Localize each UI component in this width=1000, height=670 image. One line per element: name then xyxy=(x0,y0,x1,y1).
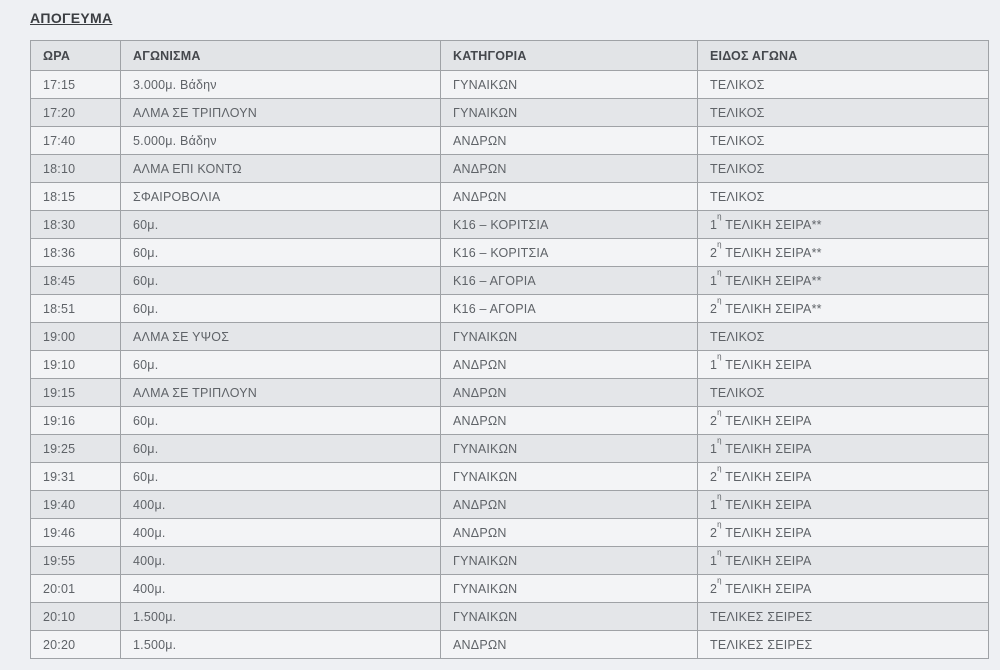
cell-time: 19:00 xyxy=(31,323,121,351)
cell-event: ΣΦΑΙΡΟΒΟΛΙΑ xyxy=(121,183,441,211)
ordinal-superscript: η xyxy=(717,268,722,278)
cell-time: 18:51 xyxy=(31,295,121,323)
cell-event: 400μ. xyxy=(121,519,441,547)
cell-race-type: $2^\eta$ ΤΕΛΙΚΗ ΣΕΙΡΑ xyxy=(698,463,989,491)
cell-race-type: $1^\eta$ ΤΕΛΙΚΗ ΣΕΙΡΑ xyxy=(698,547,989,575)
cell-event: 60μ. xyxy=(121,463,441,491)
cell-time: 20:10 xyxy=(31,603,121,631)
header-time: ΩΡΑ xyxy=(31,41,121,71)
cell-race-type: ΤΕΛΙΚΕΣ ΣΕΙΡΕΣ xyxy=(698,603,989,631)
cell-category: ΑΝΔΡΩΝ xyxy=(441,379,698,407)
cell-time: 20:20 xyxy=(31,631,121,659)
cell-category: ΑΝΔΡΩΝ xyxy=(441,155,698,183)
cell-event: ΑΛΜΑ ΕΠΙ ΚΟΝΤΩ xyxy=(121,155,441,183)
table-row xyxy=(31,631,989,659)
table-row xyxy=(31,267,989,295)
cell-category: ΑΝΔΡΩΝ xyxy=(441,407,698,435)
cell-time: 17:40 xyxy=(31,127,121,155)
table-row xyxy=(31,407,989,435)
cell-time: 19:31 xyxy=(31,463,121,491)
cell-event: ΑΛΜΑ ΣΕ ΥΨΟΣ xyxy=(121,323,441,351)
cell-time: 18:45 xyxy=(31,267,121,295)
ordinal-superscript: η xyxy=(717,408,722,418)
table-row xyxy=(31,603,989,631)
cell-time: 19:10 xyxy=(31,351,121,379)
cell-time: 18:10 xyxy=(31,155,121,183)
cell-time: 19:55 xyxy=(31,547,121,575)
table-row xyxy=(31,351,989,379)
cell-event: ΑΛΜΑ ΣΕ ΤΡΙΠΛΟΥΝ xyxy=(121,99,441,127)
cell-event: 5.000μ. Βάδην xyxy=(121,127,441,155)
ordinal-superscript: η xyxy=(717,576,722,586)
header-race-type: ΕΙΔΟΣ ΑΓΩΝΑ xyxy=(698,41,989,71)
cell-race-type: $1^\eta$ ΤΕΛΙΚΗ ΣΕΙΡΑ xyxy=(698,351,989,379)
cell-time: 19:25 xyxy=(31,435,121,463)
cell-category: ΑΝΔΡΩΝ xyxy=(441,631,698,659)
cell-time: 20:01 xyxy=(31,575,121,603)
cell-race-type: $1^\eta$ ΤΕΛΙΚΗ ΣΕΙΡΑ** xyxy=(698,267,989,295)
cell-race-type: $2^\eta$ ΤΕΛΙΚΗ ΣΕΙΡΑ xyxy=(698,407,989,435)
cell-race-type: $2^\eta$ ΤΕΛΙΚΗ ΣΕΙΡΑ xyxy=(698,575,989,603)
cell-category: ΑΝΔΡΩΝ xyxy=(441,519,698,547)
cell-category: ΓΥΝΑΙΚΩΝ xyxy=(441,463,698,491)
cell-time: 19:40 xyxy=(31,491,121,519)
cell-category: ΓΥΝΑΙΚΩΝ xyxy=(441,435,698,463)
cell-event: 60μ. xyxy=(121,435,441,463)
table-row xyxy=(31,295,989,323)
cell-race-type: $1^\eta$ ΤΕΛΙΚΗ ΣΕΙΡΑ xyxy=(698,435,989,463)
cell-race-type: ΤΕΛΙΚΟΣ xyxy=(698,127,989,155)
table-row xyxy=(31,463,989,491)
cell-category: ΓΥΝΑΙΚΩΝ xyxy=(441,323,698,351)
cell-event: ΑΛΜΑ ΣΕ ΤΡΙΠΛΟΥΝ xyxy=(121,379,441,407)
table-row xyxy=(31,127,989,155)
cell-event: 1.500μ. xyxy=(121,603,441,631)
cell-race-type: $2^\eta$ ΤΕΛΙΚΗ ΣΕΙΡΑ** xyxy=(698,239,989,267)
cell-time: 19:16 xyxy=(31,407,121,435)
cell-event: 400μ. xyxy=(121,575,441,603)
cell-race-type: $2^\eta$ ΤΕΛΙΚΗ ΣΕΙΡΑ xyxy=(698,519,989,547)
cell-time: 17:20 xyxy=(31,99,121,127)
cell-event: 60μ. xyxy=(121,211,441,239)
table-row xyxy=(31,435,989,463)
cell-category: Κ16 – ΚΟΡΙΤΣΙΑ xyxy=(441,239,698,267)
cell-category: ΑΝΔΡΩΝ xyxy=(441,183,698,211)
cell-race-type: ΤΕΛΙΚΟΣ xyxy=(698,99,989,127)
cell-race-type: $1^\eta$ ΤΕΛΙΚΗ ΣΕΙΡΑ** xyxy=(698,211,989,239)
table-row xyxy=(31,519,989,547)
cell-event: 60μ. xyxy=(121,267,441,295)
cell-event: 60μ. xyxy=(121,239,441,267)
cell-category: ΓΥΝΑΙΚΩΝ xyxy=(441,575,698,603)
schedule-table-header xyxy=(31,41,989,71)
cell-category: ΓΥΝΑΙΚΩΝ xyxy=(441,99,698,127)
cell-time: 19:46 xyxy=(31,519,121,547)
table-row xyxy=(31,99,989,127)
cell-category: ΑΝΔΡΩΝ xyxy=(441,127,698,155)
cell-race-type: ΤΕΛΙΚΟΣ xyxy=(698,323,989,351)
cell-event: 1.500μ. xyxy=(121,631,441,659)
cell-time: 17:15 xyxy=(31,71,121,99)
page-title: ΑΠΟΓΕΥΜΑ xyxy=(30,10,113,26)
cell-race-type: ΤΕΛΙΚΟΣ xyxy=(698,155,989,183)
table-row xyxy=(31,575,989,603)
cell-time: 18:30 xyxy=(31,211,121,239)
cell-race-type: ΤΕΛΙΚΟΣ xyxy=(698,379,989,407)
cell-event: 400μ. xyxy=(121,547,441,575)
table-row xyxy=(31,239,989,267)
cell-event: 60μ. xyxy=(121,351,441,379)
cell-race-type: ΤΕΛΙΚΕΣ ΣΕΙΡΕΣ xyxy=(698,631,989,659)
ordinal-superscript: η xyxy=(717,240,722,250)
table-row xyxy=(31,379,989,407)
cell-time: 18:36 xyxy=(31,239,121,267)
schedule-table xyxy=(30,40,989,659)
cell-category: ΑΝΔΡΩΝ xyxy=(441,351,698,379)
cell-event: 60μ. xyxy=(121,295,441,323)
ordinal-superscript: η xyxy=(717,296,722,306)
cell-event: 60μ. xyxy=(121,407,441,435)
cell-category: ΑΝΔΡΩΝ xyxy=(441,491,698,519)
cell-race-type: ΤΕΛΙΚΟΣ xyxy=(698,183,989,211)
table-row xyxy=(31,491,989,519)
table-row xyxy=(31,71,989,99)
header-row xyxy=(31,41,989,71)
cell-time: 18:15 xyxy=(31,183,121,211)
schedule-table-body xyxy=(31,71,989,659)
table-row xyxy=(31,183,989,211)
cell-race-type: ΤΕΛΙΚΟΣ xyxy=(698,71,989,99)
cell-race-type: $1^\eta$ ΤΕΛΙΚΗ ΣΕΙΡΑ xyxy=(698,491,989,519)
table-row xyxy=(31,547,989,575)
ordinal-superscript: η xyxy=(717,464,722,474)
table-row xyxy=(31,323,989,351)
ordinal-superscript: η xyxy=(717,520,722,530)
ordinal-superscript: η xyxy=(717,548,722,558)
cell-category: ΓΥΝΑΙΚΩΝ xyxy=(441,603,698,631)
cell-category: Κ16 – ΚΟΡΙΤΣΙΑ xyxy=(441,211,698,239)
cell-event: 3.000μ. Βάδην xyxy=(121,71,441,99)
table-row xyxy=(31,155,989,183)
ordinal-superscript: η xyxy=(717,212,722,222)
cell-race-type: $2^\eta$ ΤΕΛΙΚΗ ΣΕΙΡΑ** xyxy=(698,295,989,323)
cell-event: 400μ. xyxy=(121,491,441,519)
ordinal-superscript: η xyxy=(717,492,722,502)
cell-category: Κ16 – ΑΓΟΡΙΑ xyxy=(441,267,698,295)
ordinal-superscript: η xyxy=(717,352,722,362)
cell-category: Κ16 – ΑΓΟΡΙΑ xyxy=(441,295,698,323)
ordinal-superscript: η xyxy=(717,436,722,446)
header-category: ΚΑΤΗΓΟΡΙΑ xyxy=(441,41,698,71)
table-row xyxy=(31,211,989,239)
cell-time: 19:15 xyxy=(31,379,121,407)
cell-category: ΓΥΝΑΙΚΩΝ xyxy=(441,71,698,99)
cell-category: ΓΥΝΑΙΚΩΝ xyxy=(441,547,698,575)
header-event: ΑΓΩΝΙΣΜΑ xyxy=(121,41,441,71)
